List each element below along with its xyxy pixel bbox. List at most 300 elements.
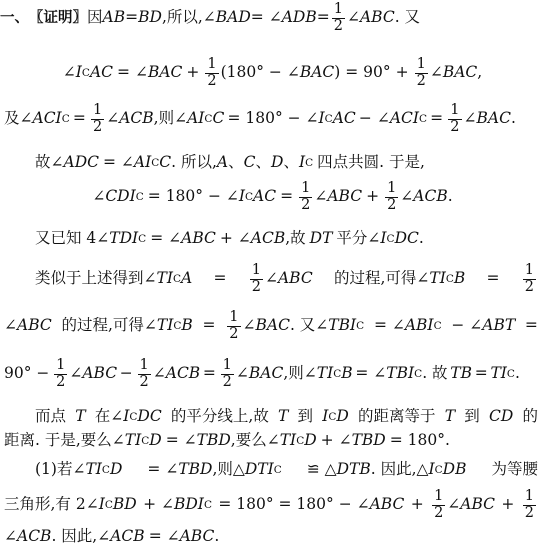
math-variable: TI [429, 269, 446, 288]
math-variable: C [243, 153, 256, 172]
math-variable: BAC [442, 63, 478, 82]
text-run: 到 [297, 407, 314, 426]
text-run: = [486, 269, 500, 288]
text-run: = ∠ [165, 431, 197, 450]
text-run: + [410, 495, 424, 514]
text-run: 到 [464, 407, 480, 426]
math-variable: T [278, 407, 289, 426]
fraction [432, 489, 445, 520]
text-group: = 180° − ∠ I C AC [227, 109, 356, 128]
text-run: = [202, 316, 216, 335]
math-variable: DC [394, 229, 419, 248]
text-run: 90° − [4, 364, 50, 383]
math-variable: TI [156, 316, 174, 335]
text-group [411, 497, 424, 513]
math-variable: TBD [351, 431, 386, 450]
text-group [321, 433, 386, 449]
text-group [298, 409, 314, 425]
text-run: ,所以,∠ [161, 8, 216, 27]
math-variable: D [304, 431, 317, 450]
text-group [501, 497, 514, 513]
math-variable: ADC [63, 153, 99, 172]
fraction [54, 358, 67, 389]
text-group [278, 409, 288, 425]
text-run: = 180° − ∠ [147, 187, 239, 206]
fraction-denominator: 2 [229, 325, 239, 342]
math-variable: C [159, 153, 172, 172]
math-variable: B [181, 316, 193, 335]
math-variable: ACB [17, 527, 52, 546]
text-run: ∠ [346, 8, 360, 27]
math-variable: ACI [389, 109, 419, 128]
text-group [445, 409, 455, 425]
text-group: = 180° − ∠ I C AC [147, 187, 277, 206]
math-variable: ACB [110, 527, 145, 546]
math-variable: BAC [248, 364, 284, 383]
math-variable: D [336, 407, 349, 426]
text-run: = [430, 109, 444, 128]
text-group [451, 318, 515, 334]
proof-line-9 [0, 357, 520, 391]
math-variable: I [428, 460, 435, 479]
math-variable: TB [450, 364, 472, 383]
text-run: 的距离等于 [358, 407, 436, 426]
math-variable: ABC [82, 364, 118, 383]
fraction-denominator: 2 [139, 373, 149, 390]
fraction [221, 358, 234, 389]
text-group [489, 409, 513, 425]
text-run: + ∠ [143, 495, 174, 514]
proof-line-2 [0, 56, 545, 90]
math-variable: DC [137, 407, 162, 426]
text-group [358, 409, 436, 425]
fraction-numerator: 1 [524, 488, 534, 505]
fraction [205, 57, 218, 88]
text-run: = 180° − ∠ [227, 109, 319, 128]
text-run: . 又 [394, 8, 421, 27]
math-variable: BAD [215, 8, 251, 27]
text-run: + [366, 187, 380, 206]
fraction-numerator: 1 [450, 102, 460, 119]
proof-line-6 [0, 222, 424, 256]
fraction-denominator: 2 [207, 72, 217, 89]
text-run: ∠ [4, 527, 17, 546]
fraction-numerator: 1 [524, 262, 534, 279]
text-group: = ∠ AI C C . 所以, A 、 C 、 D 、 I C [102, 153, 314, 172]
math-variable: B [341, 364, 353, 383]
math-variable: TI [316, 364, 334, 383]
text-group: $\frac{1}{2}$ ∠ BAC ,则∠ TI C B [222, 357, 353, 390]
text-group [4, 366, 49, 382]
text-run: = ∠ [250, 8, 282, 27]
text-group [430, 111, 443, 127]
text-run: (1)若∠ [35, 460, 86, 479]
text-group: = ∠ TBI C . 故 [355, 364, 448, 383]
fraction [91, 103, 104, 134]
math-variable: AB [102, 8, 126, 27]
text-run: 四点共圆. 于是, [317, 153, 425, 172]
text-run: ,则△ [212, 460, 245, 479]
text-group [248, 263, 313, 294]
fraction-numerator: 1 [139, 357, 149, 374]
text-run: ≌ △ [306, 460, 337, 479]
math-variable: CDI [105, 187, 136, 206]
math-variable: AI [133, 153, 152, 172]
text-group [390, 433, 450, 449]
fraction-denominator: 2 [387, 196, 397, 213]
math-variable: I [98, 495, 105, 514]
text-run: ∠ [314, 187, 328, 206]
fraction-denominator: 2 [251, 278, 261, 295]
text-run: ∠ [463, 109, 477, 128]
text-group [35, 409, 66, 425]
fraction-numerator: 1 [387, 180, 397, 197]
math-variable: BAC [255, 316, 290, 335]
text-group [491, 462, 538, 478]
text-run: ,要么∠ [230, 431, 280, 450]
text-run: 、 [255, 153, 272, 172]
text-group [317, 155, 425, 171]
text-run: 及∠ [4, 109, 33, 128]
proof-line-7 [0, 262, 538, 296]
text-run: 平分∠ [336, 229, 381, 248]
math-variable: BDI [173, 495, 204, 514]
math-variable: ACB [119, 109, 154, 128]
text-run: . [214, 527, 220, 546]
text-run: 、 [283, 153, 299, 172]
text-run: 类似于上述得到∠ [35, 269, 157, 288]
text-run: 的过程,可得∠ [61, 316, 157, 335]
fraction-denominator: 2 [434, 504, 444, 521]
text-group [149, 529, 220, 545]
math-variable: TBI [386, 364, 415, 383]
text-run: ,则∠ [283, 364, 317, 383]
text-group: + ∠ BDI C [143, 495, 212, 514]
text-run: = [202, 364, 216, 383]
proof-line-3 [0, 102, 516, 136]
math-variable: BAC [147, 63, 183, 82]
text-group: $\frac{1}{2}$ ∠ ACB ,则∠ AI C C [92, 102, 225, 135]
fraction-numerator: 1 [416, 56, 426, 73]
proof-line-1 [0, 1, 538, 35]
math-variable: AC [89, 63, 114, 82]
math-variable: T [75, 407, 86, 426]
text-run: ) = 90° + [334, 63, 409, 82]
math-variable: ABC [327, 187, 363, 206]
text-group [186, 65, 199, 81]
text-run: ∠ [62, 63, 76, 82]
text-run: = ∠ [102, 153, 134, 172]
text-run: + ∠ [320, 431, 352, 450]
text-run: = ∠ [148, 527, 180, 546]
math-variable: ABC [17, 316, 52, 335]
math-variable: B [453, 269, 466, 288]
proof-line-5 [0, 180, 545, 214]
text-run: . 因此,△ [370, 460, 429, 479]
text-group [75, 409, 85, 425]
fraction-denominator: 2 [524, 504, 534, 521]
text-run: = 180°. [389, 431, 450, 450]
text-run: . 又∠ [289, 316, 329, 335]
text-group [4, 529, 145, 545]
text-run: . [510, 109, 516, 128]
math-variable: ABC [181, 229, 216, 248]
text-run: ∠ [400, 187, 414, 206]
math-variable: DT [309, 229, 333, 248]
text-group: TI C . [490, 364, 520, 383]
proof-line-4 [0, 146, 425, 180]
text-group [35, 155, 99, 171]
fraction-denominator: 2 [301, 196, 311, 213]
math-variable: I [380, 229, 387, 248]
fraction [227, 310, 240, 341]
text-group: 又已知 4∠ TDI C [35, 229, 147, 248]
text-run: 距离. 于是,要么∠ [4, 431, 125, 450]
proof-line-13 [0, 488, 538, 522]
proof-line-12 [0, 453, 538, 487]
text-run: ∠ [92, 187, 106, 206]
math-variable: TI [156, 269, 173, 288]
math-variable: D [149, 431, 162, 450]
fraction-numerator: 1 [222, 357, 232, 374]
proof-label: 〖证明〗 [29, 9, 87, 26]
text-group [136, 358, 201, 389]
math-variable: ACB [250, 229, 286, 248]
text-group [413, 57, 483, 88]
math-variable: T [444, 407, 456, 426]
text-group [203, 57, 408, 88]
text-run: . [514, 364, 520, 383]
text-run: = [524, 316, 538, 335]
text-run: 的过程,可得∠ [333, 269, 430, 288]
math-variable: I [318, 109, 325, 128]
math-variable: BD [138, 8, 162, 27]
math-variable: ABC [179, 527, 215, 546]
text-group: − ∠ ACI C [358, 109, 428, 128]
math-variable: D [109, 460, 123, 479]
text-run: 三角形,有 2∠ [4, 495, 99, 514]
fraction-numerator: 1 [333, 1, 343, 18]
text-run: ,则∠ [153, 109, 188, 128]
math-variable: TI [124, 431, 142, 450]
math-variable: ABC [277, 269, 313, 288]
text-run: 为等腰 [491, 460, 538, 479]
math-variable: ABT [482, 316, 516, 335]
text-run: + ∠ [219, 229, 251, 248]
text-group: ≌ △ DTB . 因此,△ I C DB [306, 460, 467, 479]
text-run: ∠ [447, 495, 461, 514]
math-variable: I [322, 407, 329, 426]
math-variable: CD [488, 407, 514, 426]
fraction-numerator: 1 [434, 488, 444, 505]
fraction-numerator: 1 [56, 357, 66, 374]
section-number: 一、 [0, 9, 29, 26]
fraction [523, 263, 536, 294]
text-run: 在∠ [94, 407, 124, 426]
math-variable: TBD [178, 460, 213, 479]
text-group [73, 111, 86, 127]
math-variable: I [75, 63, 82, 82]
text-group [203, 366, 216, 382]
fraction-denominator: 2 [333, 17, 343, 34]
fraction [332, 2, 345, 33]
text-run: . [418, 229, 424, 248]
math-variable: ABC [359, 8, 395, 27]
text-run: = ∠ [355, 364, 387, 383]
text-group: 及∠ ACI C [4, 109, 70, 128]
text-run: = [213, 269, 227, 288]
math-variable: A [181, 269, 193, 288]
text-group [310, 231, 333, 247]
text-run: . [447, 187, 453, 206]
text-run: . 所以, [171, 153, 217, 172]
text-run: − ∠ [451, 316, 483, 335]
math-variable: I [123, 407, 130, 426]
math-variable: DTI [244, 460, 274, 479]
text-run: 又已知 4∠ [35, 229, 110, 248]
text-group [297, 181, 362, 212]
text-group [280, 189, 293, 205]
text-group: = ∠ TBD ,要么∠ TI C D [165, 431, 317, 450]
text-group: ∠ I C AC [62, 63, 114, 82]
math-variable: BAC [476, 109, 511, 128]
math-variable: ABC [460, 495, 496, 514]
text-group: = ∠ ABI C [373, 316, 442, 335]
proof-line-8 [0, 309, 538, 343]
math-variable: BD [112, 495, 137, 514]
text-run: = ∠ [373, 316, 405, 335]
text-group: (1)若∠ TI C D [35, 460, 123, 479]
text-run: , [477, 63, 483, 82]
fraction-numerator: 1 [92, 102, 103, 119]
proof-line-14 [0, 520, 219, 554]
math-variable: C [212, 109, 225, 128]
text-run: = ∠ [117, 63, 148, 82]
text-run: ∠ [429, 63, 443, 82]
fraction [523, 489, 536, 520]
text-group [52, 358, 117, 389]
text-run: 而点 [35, 407, 67, 426]
fraction-denominator: 2 [524, 278, 534, 295]
text-run: = [474, 364, 488, 383]
text-run: + [186, 63, 200, 82]
math-variable: TBD [196, 431, 231, 450]
math-variable: A [216, 153, 229, 172]
math-variable: DB [442, 460, 467, 479]
math-variable: ADB [281, 8, 317, 27]
text-group [446, 103, 516, 134]
text-run: 、 [228, 153, 244, 172]
text-group: 类似于上述得到∠ TI C A [35, 269, 193, 288]
text-run: = [125, 8, 139, 27]
math-variable: TDI [109, 229, 139, 248]
text-run: ∠ [69, 364, 83, 383]
fraction [138, 358, 151, 389]
math-variable: D [271, 153, 284, 172]
text-run: 因 [87, 8, 103, 27]
fraction [250, 263, 263, 294]
fraction [415, 57, 428, 88]
text-group [450, 366, 472, 382]
text-group [475, 366, 488, 382]
text-group [203, 318, 216, 334]
fraction-numerator: 1 [207, 56, 217, 73]
text-run: . 因此,∠ [51, 527, 111, 546]
text-group [383, 181, 453, 212]
text-group: = ∠ TBD ,则△ DTI C [147, 460, 282, 479]
text-group [521, 489, 538, 520]
text-run: = [72, 109, 86, 128]
math-variable: ABI [404, 316, 434, 335]
math-variable: AC [253, 187, 277, 206]
math-variable: ABC [369, 495, 405, 514]
text-run: 故∠ [35, 153, 64, 172]
text-run: 的 [522, 407, 538, 426]
text-group [525, 318, 538, 334]
math-variable: AC [332, 109, 356, 128]
fraction [299, 181, 312, 212]
text-group [117, 65, 182, 81]
fraction [448, 103, 461, 134]
math-variable: TI [490, 364, 507, 383]
text-group [218, 497, 404, 513]
text-run: ∠ [242, 316, 256, 335]
text-group: I C D [322, 407, 349, 426]
math-variable: ACB [165, 364, 201, 383]
text-run: − [119, 364, 133, 383]
text-group: 三角形,有 2∠ I C BD [4, 495, 137, 514]
text-run: ∠ [235, 364, 249, 383]
fraction-denominator: 2 [92, 118, 103, 135]
text-group [150, 231, 216, 247]
text-run: . 故 [422, 364, 448, 383]
text-run: − ∠ [358, 109, 390, 128]
proof-line-1-start [0, 2, 420, 33]
math-variable: TBI [328, 316, 357, 335]
text-group: ∠ CDI C [92, 187, 144, 206]
text-run: 的平分线上,故 [170, 407, 269, 426]
fraction-denominator: 2 [416, 72, 426, 89]
fraction-numerator: 1 [301, 180, 311, 197]
text-group: 在∠ I C DC [94, 407, 162, 426]
text-group [487, 271, 500, 287]
math-variable: BAC [299, 63, 335, 82]
text-group [171, 409, 269, 425]
math-variable: AI [187, 109, 205, 128]
math-variable: I [298, 153, 306, 172]
math-variable: DTB [336, 460, 371, 479]
text-run: = 180° = 180° − ∠ [218, 495, 370, 514]
math-variable: ACI [32, 109, 62, 128]
text-run: (180° − ∠ [220, 63, 300, 82]
text-run: ∠ [4, 316, 17, 335]
text-run: ∠ [264, 269, 278, 288]
text-run: = [316, 8, 330, 27]
fraction [385, 181, 398, 212]
text-group [366, 189, 379, 205]
proof-line-1-text [87, 2, 420, 33]
fraction-numerator: 1 [229, 309, 239, 326]
text-group [220, 231, 306, 247]
fraction-denominator: 2 [222, 373, 232, 390]
fraction-denominator: 2 [450, 118, 460, 135]
text-run: = [280, 187, 294, 206]
text-group: 距离. 于是,要么∠ TI C D [4, 431, 162, 450]
text-run: ,故 [285, 229, 306, 248]
text-group: 的过程,可得∠ TI C B [61, 316, 193, 335]
math-variable: TI [85, 460, 102, 479]
text-group: 的过程,可得∠ TI C B [333, 269, 466, 288]
